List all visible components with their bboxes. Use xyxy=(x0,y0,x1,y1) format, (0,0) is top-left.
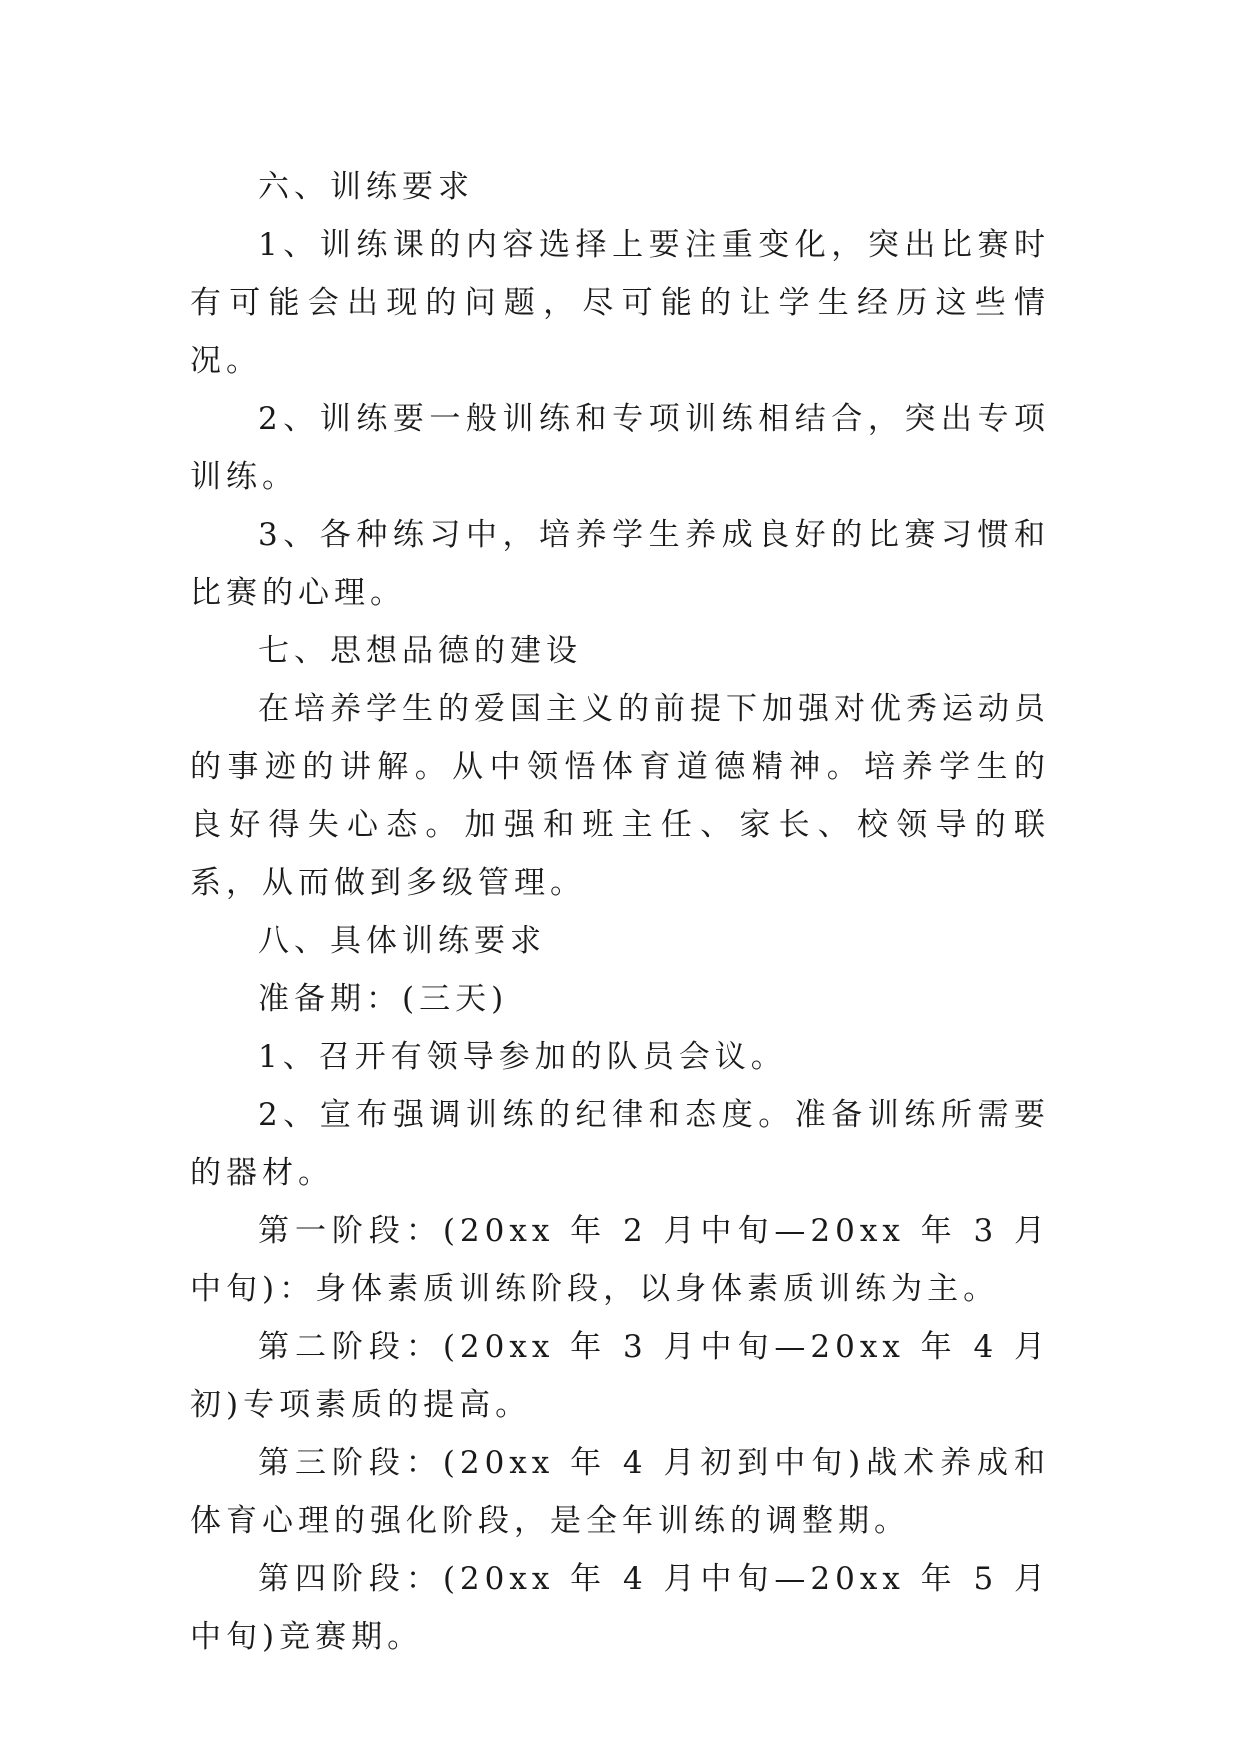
paragraph-requirement-3: 3、各种练习中，培养学生养成良好的比赛习惯和比赛的心理。 xyxy=(190,517,1050,611)
paragraph-moral-construction: 在培养学生的爱国主义的前提下加强对优秀运动员的事迹的讲解。从中领悟体育道德精神。培养学生的良好得失心态。加强和班主任、家长、校领导的联系，从而做到多级管理。 xyxy=(190,691,1050,901)
paragraph-stage-2: 第二阶段：(20xx 年 3 月中旬—20xx 年 4 月初)专项素质的提高。 xyxy=(190,1329,1050,1423)
document-body xyxy=(190,158,1050,1666)
heading-specific-training: 八、具体训练要求 xyxy=(258,923,546,959)
paragraph-requirement-2: 2、训练要一般训练和专项训练相结合，突出专项训练。 xyxy=(190,401,1050,495)
paragraph-requirement-1: 1、训练课的内容选择上要注重变化，突出比赛时有可能会出现的问题，尽可能的让学生经历这些情况。 xyxy=(190,227,1050,379)
paragraph-stage-3: 第三阶段：(20xx 年 4 月初到中旬)战术养成和体育心理的强化阶段，是全年训练的调整期。 xyxy=(190,1445,1050,1539)
paragraph-preparation-item-1: 1、召开有领导参加的队员会议。 xyxy=(258,1039,787,1075)
paragraph-stage-1: 第一阶段：(20xx 年 2 月中旬—20xx 年 3 月中旬)：身体素质训练阶段，以身体素质训练为主。 xyxy=(190,1213,1050,1307)
paragraph-stage-4: 第四阶段：(20xx 年 4 月中旬—20xx 年 5 月中旬)竞赛期。 xyxy=(190,1561,1050,1655)
heading-moral-construction: 七、思想品德的建设 xyxy=(258,633,582,669)
heading-training-requirements: 六、训练要求 xyxy=(258,169,474,205)
paragraph-preparation-item-2: 2、宣布强调训练的纪律和态度。准备训练所需要的器材。 xyxy=(190,1097,1050,1191)
paragraph-preparation-period: 准备期：(三天) xyxy=(258,981,509,1017)
